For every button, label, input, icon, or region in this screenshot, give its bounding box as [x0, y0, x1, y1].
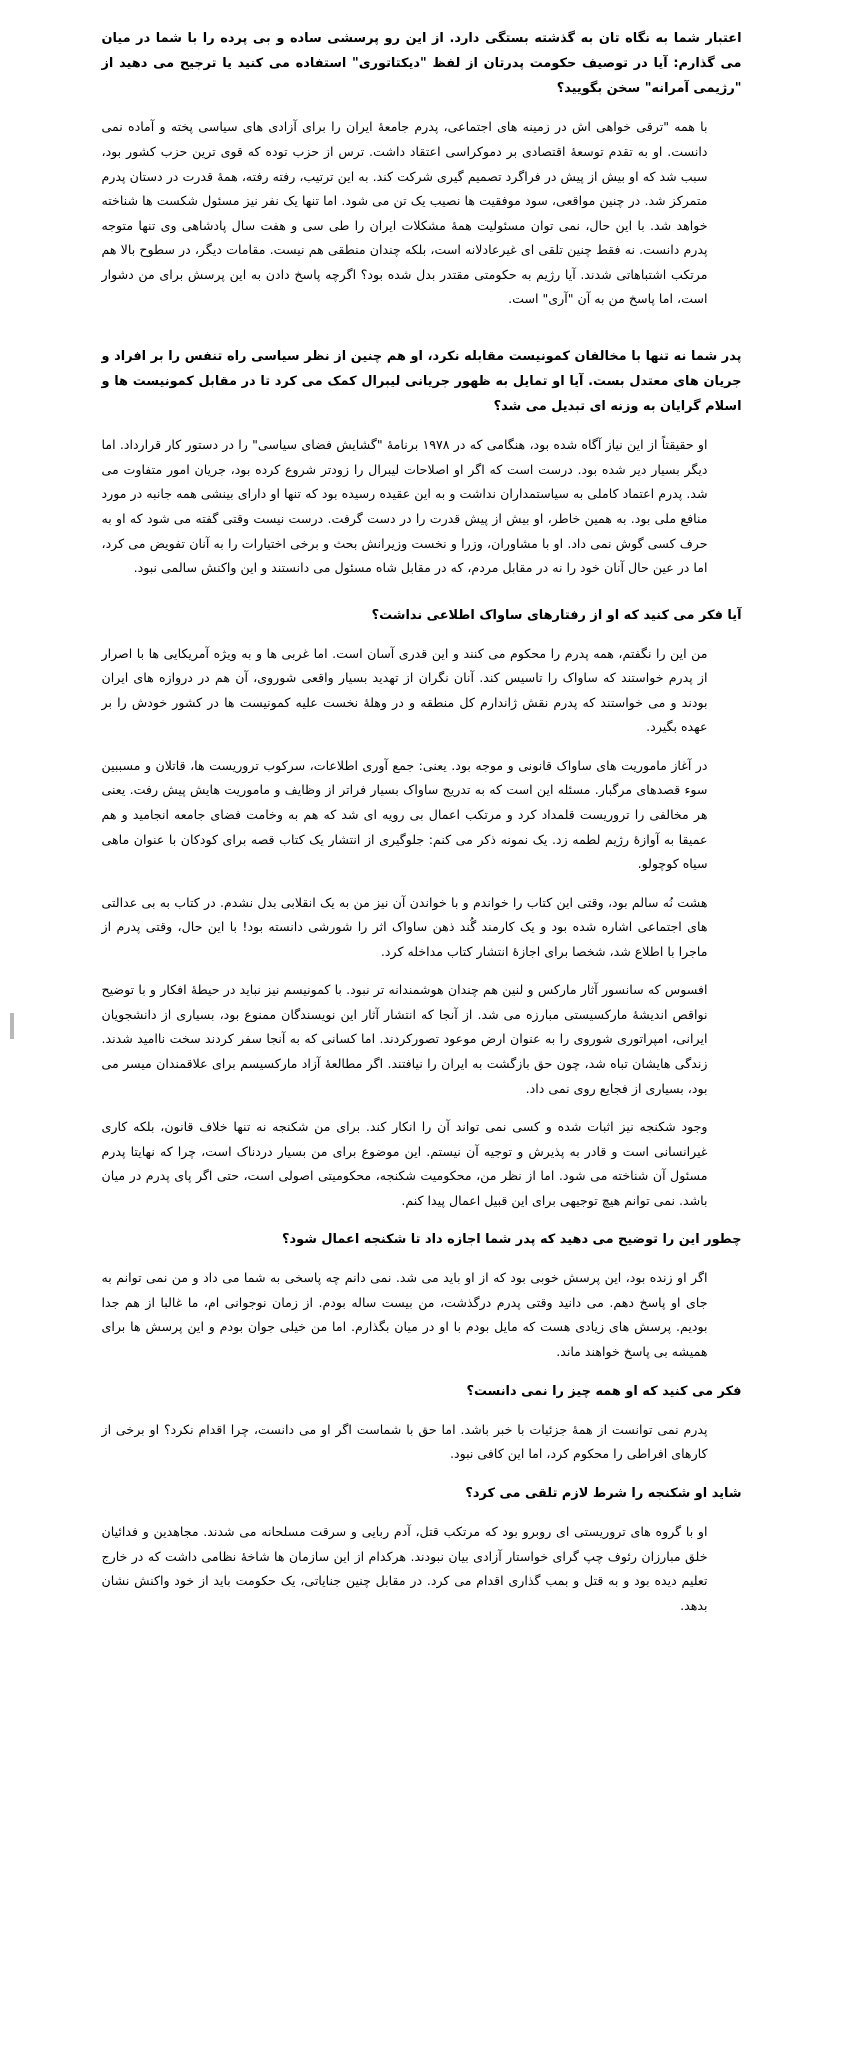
interview-question: آیا فکر می کنید که او از رفتارهای ساواک اطلاعی نداشت؟ — [371, 607, 742, 623]
section-spacer — [102, 326, 742, 344]
interview-question: چطور این را توضیح می دهید که پدر شما اجازه داد تا شکنجه اعمال شود؟ — [282, 1232, 742, 1248]
interview-answer: پدرم نمی توانست از همهٔ جزئیات با خبر باشد. اما حق با شماست اگر او می دانست، چرا اقدام نکرد؟ او برخی از کارهای افراطی را محکوم کرد، اما این کافی نبود. — [101, 1421, 708, 1462]
document-column — [102, 26, 742, 1618]
interview-answer: هشت نُه سالم بود، وقتی این کتاب را خواندم و با خواندن آن نیز من به یک انقلابی بدل نشدم. در کتاب به بی عدالتی های اجتماعی اشاره شده بود و یک کارمند گُند ذهن ساواک اثر را شورشی دانسته بود! با این حال، وقتی پدرم از ماجرا با اطلاع شد، شخصا برای اجازهٔ انتشار کتاب مداخله کرد. — [101, 894, 708, 959]
interview-answer: افسوس که سانسور آثار مارکس و لنین هم چندان هوشمندانه تر نبود. با کمونیسم نیز نباید در حیطهٔ افکار و با توضیح نواقص اندیشهٔ مارکسیستی مبارزه می شد. از آنجا که انتشار آثار این نویسندگان ممنوع بود، بسیاری از دانشجویان ایرانی، امپراتوری شوروی را به عنوان ارض موعود تصورکردند. اما کسانی که به آنجا سفر کردند سخت ناامید شدند. زندگی هایشان تباه شد، چون حق بازگشت به ایران را نیافتند. اگر مطالعهٔ آزاد مارکسیسم برای علاقمندان میسر می بود، بسیاری از فجایع روی نمی داد. — [101, 982, 708, 1096]
interview-answer: وجود شکنجه نیز اثبات شده و کسی نمی تواند آن را انکار کند. برای من شکنجه نه تنها خلاف قانون، بلکه کاری غیرانسانی است و قادر به پذیرش و توجیه آن نیستم. این موضوع برای من بسیار دردناک است، چرا که نهایتا پدرم مسئول آن شناخته می شود. اما از نظر من، محکومیت شکنجه، محکومیتی اصولی است، حتی اگر پای پدرم در میان باشد. نمی توانم هیچ توجیهی برای این قبیل اعمال پیدا کنم. — [101, 1119, 708, 1208]
interview-question: شاید او شکنجه را شرط لازم تلقی می کرد؟ — [465, 1485, 742, 1501]
section-spacer — [102, 595, 742, 603]
interview-answer: او با گروه های تروریستی ای روبرو بود که مرتکب قتل، آدم ربایی و سرقت مسلحانه می شدند. مجاهدین و فدائیان خلق مبارزان رئوف چپ گرای خواستار آزادی بیان نبودند. هرکدام از این سازمان ها شاخهٔ نظامی داشت که در خارج تعلیم دیده بود و به قتل و بمب گذاری اقدام می کرد. در مقابل چنین جنایاتی، یک حکومت باید از خود واکنش نشان بدهد. — [101, 1523, 708, 1613]
interview-answer: در آغاز ماموریت های ساواک قانونی و موجه بود. یعنی: جمع آوری اطلاعات، سرکوب تروریست ها، قاتلان و مسببین سوء قصدهای مرگبار. مسئله این است که به تدریج ساواک بسیار فراتر از وظایف و ماموریت هایش پیش رفت. یعنی هر مخالفی را تروریست قلمداد کرد و مرتکب اعمال بی رویه ای شد که هم به وخامت فضای جامعه انجامید و هم عمیقا به آوازهٔ رژیم لطمه زد. یک نمونه ذکر می کنم: جلوگیری از انتشار یک کتاب قصه برای کودکان با عنوان ماهی سیاه کوچولو. — [101, 757, 708, 872]
interview-question: پدر شما نه تنها با مخالفان کمونیست مقابله نکرد، او هم چنین از نظر سیاسی راه تنفس را بر افراد و جریان های معتدل بست. آیا او تمایل به ظهور جریانی لیبرال کمک می کرد تا در مقابل کمونیست ها و اسلام گرایان به وزنه ای تبدیل می شد؟ — [101, 348, 742, 415]
interview-answer: با همه "ترقی خواهی اش در زمینه های اجتماعی، پدرم جامعهٔ ایران را برای آزادی های سیاسی پخته و آماده نمی دانست. او به تقدم توسعهٔ اقتصادی بر دموکراسی اعتقاد داشت. ترس از حزب توده که قوی ترین حزب کشور بود، سبب شد که او بیش از پیش در فراگرد تصمیم گیری شرکت کند. به این ترتیب، رفته رفته، همهٔ قدرت در دستان پدرم متمرکز شد. در چنین مواقعی، سود موفقیت ها نصیب یک تن می شود. اما تنها یک نفر نیز مسئول شکست ها شناخته خواهد شد. با این حال، نمی توان مسئولیت همهٔ مشکلات ایران را طی سی و هفت سال پادشاهی وی تنها متوجه پدرم دانست. نه فقط چنین تلقی ای غیرعادلانه است، بلکه چندان منطقی هم نیست. مقامات دیگر، در سطوح بالا هم مرتکب اشتباهاتی شدند. آیا رژیم به حکومتی مقتدر بدل شده بود؟ اگرچه پاسخ دادن به این پرسش برای من دشوار است، اما پاسخ من به آن "آری" است. — [101, 119, 708, 307]
interview-answer: اگر او زنده بود، این پرسش خوبی بود که از او باید می شد. نمی دانم چه پاسخی به شما می داد و من نمی توانم به جای او پاسخ دهم. می دانید وقتی پدرم درگذشت، من بیست ساله بودم. از زمان نوجوانی ام، ما غالبا از هم جدا بودیم. پرسش های زیادی هست که مایل بودم با او در میان بگذارم. اما من خیلی جوان بودم و این پرسش ها برای همیشه بی پاسخ خواهند ماند. — [101, 1270, 708, 1360]
interview-answer: من این را نگفتم، همه پدرم را محکوم می کنند و این قدری آسان است. اما غربی ها و به ویژه آمریکایی ها با اصرار از پدرم خواستند که ساواک را تاسیس کند. آنان نگران از تهدید بسیار واقعی شوروی، آن هم در دروازه های ایران بودند و می خواستند که پدرم نقش ژاندارم کل منطقه و در وهلهٔ نخست علیه کمونیست ها در کشور خودش را بر عهده بگیرد. — [101, 645, 708, 735]
interview-question: فکر می کنید که او همه چیز را نمی دانست؟ — [466, 1383, 742, 1399]
scroll-position-marker[interactable] — [10, 1013, 14, 1039]
interview-answer: او حقیقتاً از این نیاز آگاه شده بود، هنگامی که در ۱۹۷۸ برنامهٔ "گشایش فضای سیاسی" را در دستور کار قرارداد. اما دیگر بسیار دیر شده بود. درست است که اگر او اصلاحات لیبرال را زودتر شروع کرده بود، جریان امور متفاوت می شد. پدرم اعتماد کاملی به سیاستمداران نداشت و به این عقیده رسیده بود که تنها او دارای بینشی همه جانبه در مورد منافع ملی بود. به همین خاطر، او بیش از پیش قدرت را در دست گرفت. درست نیست وقتی گفته می شود که او به حرف کسی گوش نمی داد. او با مشاوران، وزرا و نخست وزیرانش بحث و برخی اختیارات را به آنان تفویض می کرد، اما در عین حال آنان خود را نه در مقابل مردم، که در مقابل شاه مسئول می دانستند و این واکنش سالمی نبود. — [101, 437, 708, 576]
interview-question: اعتبار شما به نگاه تان به گذشته بستگی دارد. از این رو پرسشی ساده و بی پرده را با شما در میان می گذارم: آیا در توصیف حکومت پدرتان از لفظ "دیکتاتوری" استفاده می کنید یا ترجیح می دهید از "رژیمی آمرانه" سخن بگویید؟ — [101, 31, 742, 97]
